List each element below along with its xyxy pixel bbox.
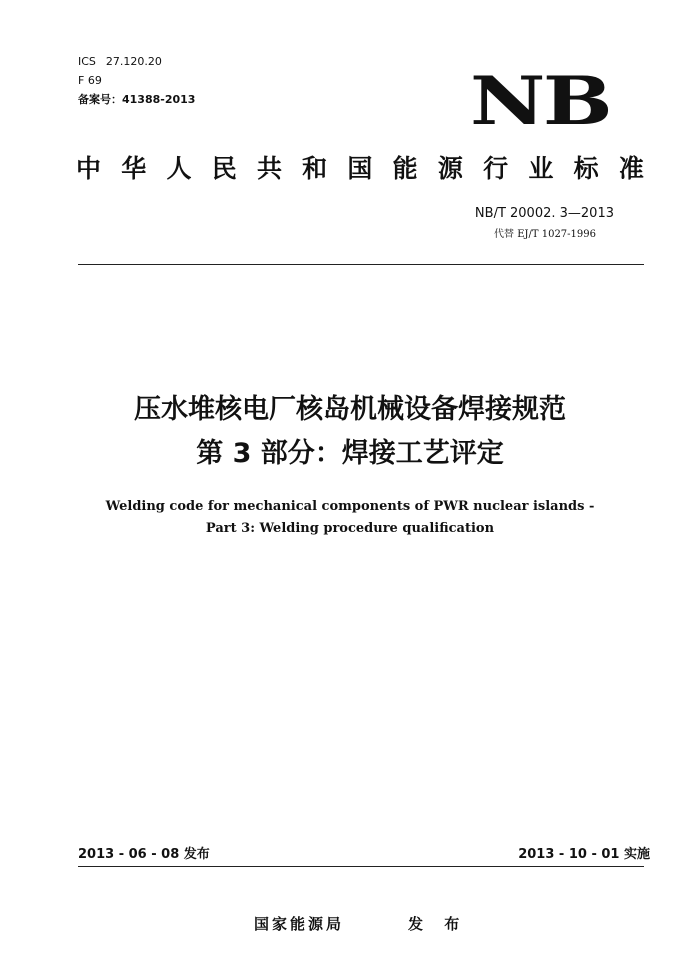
issue-date: 2013 - 06 - 08 发布	[78, 847, 210, 862]
issuer-action: 发 布	[408, 915, 468, 933]
header-char: 国	[347, 154, 373, 183]
ics-code	[78, 52, 162, 71]
implementation-date: 2013 - 10 - 01 实施	[518, 847, 650, 862]
header-char: 行	[483, 154, 509, 183]
title-zh-line-1: 压水堆核电厂核岛机械设备焊接规范	[134, 394, 566, 425]
replaces-standard: 代替 EJ/T 1027-1996	[494, 229, 596, 240]
title-zh-line-2: 第 3 部分：焊接工艺评定	[196, 438, 504, 469]
header-char: 中	[76, 154, 102, 183]
header-char: 民	[211, 154, 237, 183]
ccs-code: F 69	[78, 74, 102, 87]
ics-label: ICS	[78, 55, 96, 68]
header-char: 业	[528, 154, 554, 183]
header-char: 人	[166, 154, 192, 183]
header-char: 源	[437, 154, 463, 183]
standard-category-title	[76, 152, 644, 186]
title-en-line-2: Part 3: Welding procedure qualification	[205, 521, 495, 536]
issuer-name: 国家能源局	[254, 915, 345, 933]
footer-divider	[78, 866, 644, 867]
header-char: 华	[121, 154, 147, 183]
header-char: 准	[618, 154, 644, 183]
nb-logo: NB	[470, 62, 611, 140]
standard-number: NB/T 20002. 3—2013	[474, 206, 614, 221]
header-char: 能	[392, 154, 418, 183]
header-char: 和	[302, 154, 328, 183]
header-char: 标	[573, 154, 599, 183]
title-en-line-1: Welding code for mechanical components of PWR nuclear islands -	[105, 499, 595, 514]
header-divider	[78, 264, 644, 265]
header-char: 共	[256, 154, 282, 183]
ics-value: 27.120.20	[105, 55, 162, 68]
record-number: 备案号：41388-2013	[78, 93, 196, 106]
